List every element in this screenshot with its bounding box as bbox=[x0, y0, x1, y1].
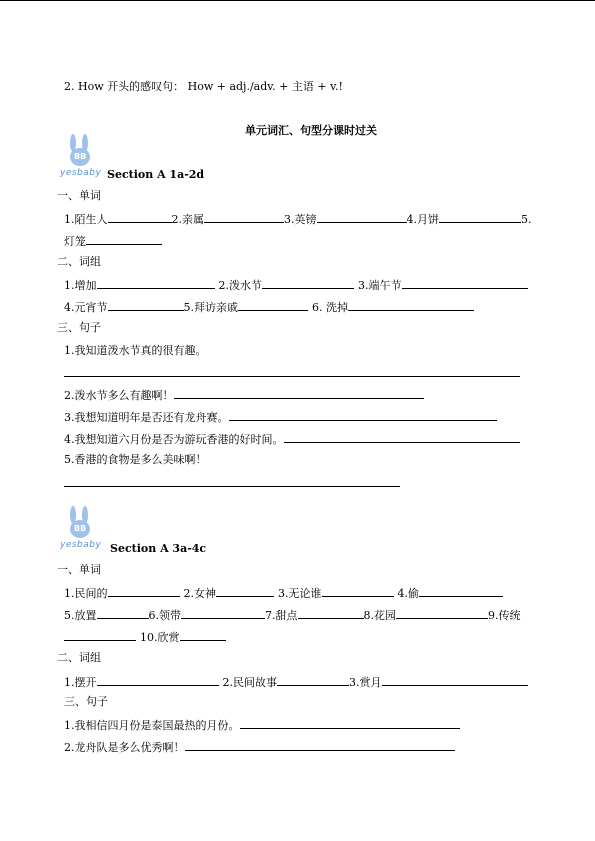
intro-line: 2. How 开头的感叹句： How + adj./adv. + 主语 + v.! bbox=[64, 80, 343, 93]
word-item: 1.民间的 bbox=[64, 587, 108, 600]
section2-heading: Section A 3a-4c bbox=[110, 542, 207, 555]
section2-sentence-2 bbox=[64, 739, 455, 755]
answer-blank[interactable] bbox=[240, 717, 460, 729]
word-item: 9.传统 bbox=[488, 609, 521, 622]
phrase-item: 1.增加 bbox=[64, 279, 97, 292]
answer-blank[interactable] bbox=[402, 277, 528, 289]
word-item: 5. bbox=[521, 213, 532, 226]
section2-part1-title: 一、单词 bbox=[57, 563, 101, 576]
answer-blank[interactable] bbox=[396, 607, 488, 619]
word-item: 4.偷 bbox=[397, 587, 419, 600]
answer-blank[interactable] bbox=[97, 674, 219, 686]
word-item: 2.女神 bbox=[183, 587, 216, 600]
answer-blank[interactable] bbox=[64, 629, 136, 641]
answer-blank[interactable] bbox=[86, 233, 162, 245]
phrase-item: 2.泼水节 bbox=[218, 279, 262, 292]
answer-blank[interactable] bbox=[298, 607, 364, 619]
answer-blank[interactable] bbox=[284, 431, 520, 443]
section1-sentence-4 bbox=[64, 431, 520, 447]
logo-tag: BB bbox=[74, 524, 87, 533]
sentence-text: 1.我相信四月份是泰国最热的月份。 bbox=[64, 719, 240, 732]
top-border bbox=[0, 0, 595, 1]
section1-heading: Section A 1a-2d bbox=[107, 168, 205, 181]
word-item: 3.英镑 bbox=[284, 213, 317, 226]
answer-blank[interactable] bbox=[97, 277, 215, 289]
sentence-text: 2.泼水节多么有趣啊！ bbox=[64, 389, 174, 402]
page-title: 单元词汇、句型分课时过关 bbox=[245, 124, 377, 137]
answer-blank[interactable] bbox=[108, 585, 180, 597]
section1-phrases-line2 bbox=[64, 299, 474, 315]
section1-sentence-5: 5.香港的食物是多么美味啊！ bbox=[64, 453, 207, 466]
sentence-text: 4.我想知道六月份是否为游玩香港的好时间。 bbox=[64, 433, 284, 446]
phrase-item: 3.端午节 bbox=[358, 279, 402, 292]
word-item: 10.欣赏 bbox=[140, 631, 180, 644]
word-item: 灯笼 bbox=[64, 235, 86, 248]
word-item: 2.亲属 bbox=[171, 213, 204, 226]
section2-words-line3 bbox=[64, 629, 226, 645]
phrase-item: 2.民间故事 bbox=[222, 676, 277, 689]
section2-sentence-1 bbox=[64, 717, 460, 733]
word-item: 5.放置 bbox=[64, 609, 97, 622]
answer-blank[interactable] bbox=[97, 607, 149, 619]
phrase-item: 4.元宵节 bbox=[64, 301, 108, 314]
sentence-text: 3.我想知道明年是否还有龙舟赛。 bbox=[64, 411, 229, 424]
answer-blank[interactable] bbox=[419, 585, 503, 597]
section2-words-line1 bbox=[64, 585, 503, 601]
section1-sentence-1: 1.我知道泼水节真的很有趣。 bbox=[64, 344, 207, 357]
answer-blank[interactable] bbox=[174, 387, 424, 399]
word-item: 6.领带 bbox=[148, 609, 181, 622]
section2-phrases-line1 bbox=[64, 674, 528, 690]
logo-brand: yesbaby bbox=[60, 540, 102, 550]
answer-blank[interactable] bbox=[348, 299, 474, 311]
word-item: 1.陌生人 bbox=[64, 213, 108, 226]
answer-blank[interactable] bbox=[439, 211, 521, 223]
answer-blank[interactable] bbox=[108, 299, 184, 311]
logo-brand: yesbaby bbox=[60, 168, 102, 178]
word-item: 3.无论谁 bbox=[278, 587, 322, 600]
answer-blank[interactable] bbox=[322, 585, 394, 597]
word-item: 4.月饼 bbox=[406, 213, 439, 226]
logo-tag: BB bbox=[74, 152, 87, 161]
answer-blank[interactable] bbox=[317, 211, 407, 223]
answer-blank[interactable] bbox=[185, 739, 455, 751]
section2-words-line2 bbox=[64, 607, 521, 623]
answer-blank[interactable] bbox=[180, 629, 226, 641]
yesbaby-logo bbox=[60, 506, 110, 552]
answer-blank[interactable] bbox=[238, 299, 308, 311]
phrase-item: 3.赏月 bbox=[349, 676, 382, 689]
section1-words-line2 bbox=[64, 233, 162, 249]
answer-line[interactable] bbox=[64, 376, 520, 377]
answer-blank[interactable] bbox=[229, 409, 497, 421]
answer-blank[interactable] bbox=[204, 211, 284, 223]
section1-part2-title: 二、词组 bbox=[57, 255, 101, 268]
word-item: 7.甜点 bbox=[265, 609, 298, 622]
section1-sentence-3 bbox=[64, 409, 497, 425]
section2-part3-title: 三、句子 bbox=[64, 695, 108, 708]
yesbaby-logo bbox=[60, 134, 110, 180]
section1-phrases-line1 bbox=[64, 277, 528, 293]
answer-blank[interactable] bbox=[108, 211, 172, 223]
section1-part1-title: 一、单词 bbox=[57, 189, 101, 202]
answer-line[interactable] bbox=[64, 486, 400, 487]
answer-blank[interactable] bbox=[382, 674, 528, 686]
phrase-item: 6. 洗掉 bbox=[312, 301, 348, 314]
answer-blank[interactable] bbox=[277, 674, 349, 686]
word-item: 8.花园 bbox=[363, 609, 396, 622]
section1-sentence-2 bbox=[64, 387, 424, 403]
answer-blank[interactable] bbox=[262, 277, 354, 289]
sentence-text: 2.龙舟队是多么优秀啊！ bbox=[64, 741, 185, 754]
phrase-item: 5.拜访亲戚 bbox=[183, 301, 238, 314]
section1-words-line1 bbox=[64, 211, 532, 227]
phrase-item: 1.摆开 bbox=[64, 676, 97, 689]
section1-part3-title: 三、句子 bbox=[57, 321, 101, 334]
answer-blank[interactable] bbox=[216, 585, 274, 597]
section2-part2-title: 二、词组 bbox=[57, 651, 101, 664]
answer-blank[interactable] bbox=[181, 607, 265, 619]
